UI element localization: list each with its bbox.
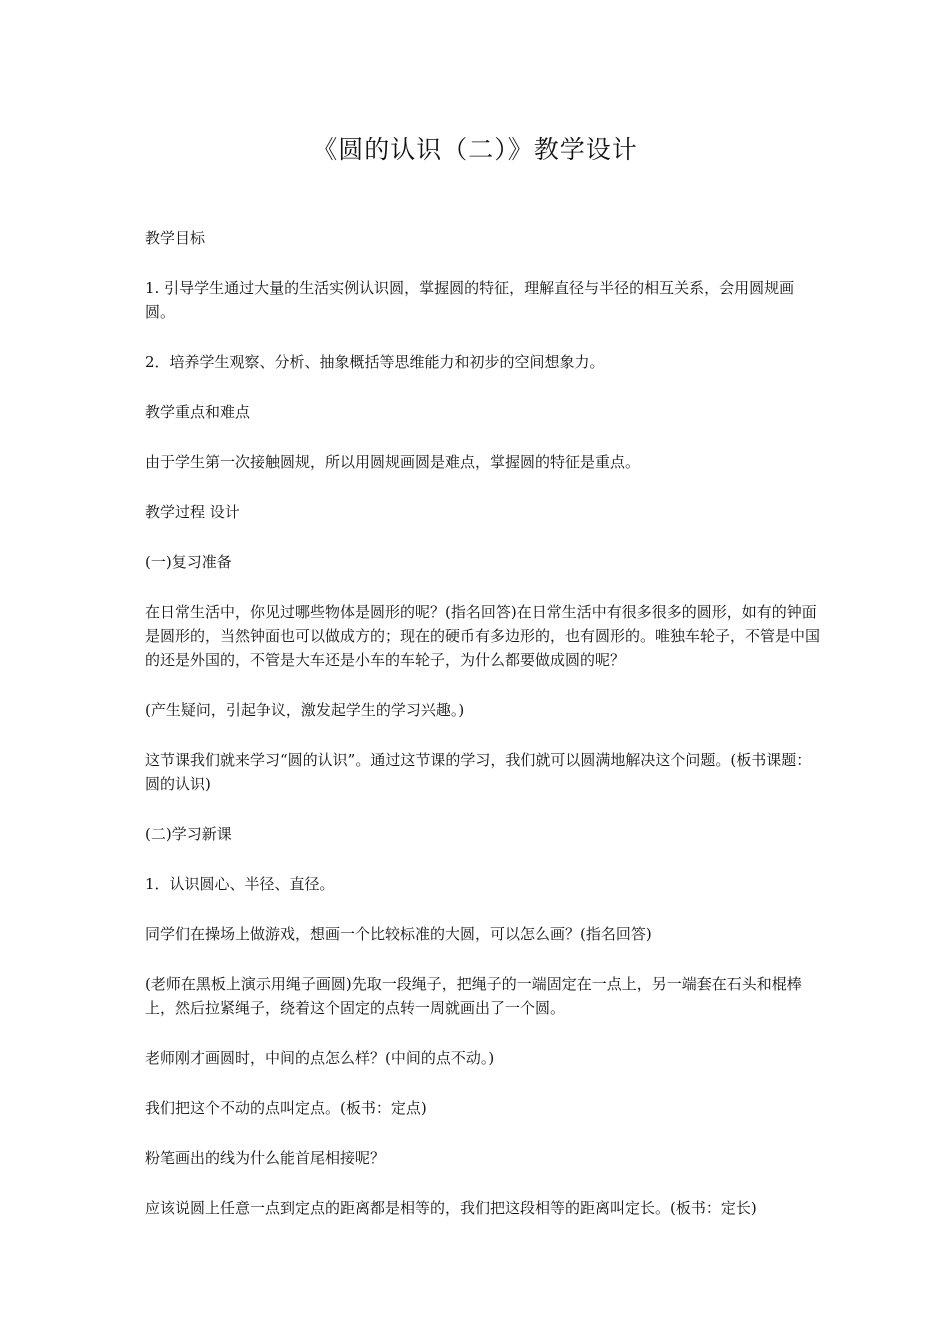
- review-paragraph: 在日常生活中，你见过哪些物体是圆形的呢？(指名回答)在日常生活中有很多很多的圆形，如有的钟面是圆形的，当然钟面也可以做成方的；现在的硬币有多边形的，也有圆形的。唯独车轮子，不管是中国的还是外国的，不管是大车还是小车的车轮子，为什么都要做成圆的呢？: [145, 603, 821, 669]
- intro-paragraph: 这节课我们就来学习“圆的认识”。通过这节课的学习，我们就可以圆满地解决这个问题。(板书课题：圆的认识): [145, 751, 812, 793]
- section-review-heading: (一)复习准备: [145, 553, 232, 571]
- document-body: [145, 226, 820, 1246]
- game-question-paragraph: 同学们在操场上做游戏，想画一个比较标准的大圆，可以怎么画？(指名回答): [145, 925, 652, 943]
- goal-2-paragraph: 2．培养学生观察、分析、抽象概括等思维能力和初步的空间想象力。: [145, 353, 605, 371]
- subsection-1-heading: 1．认识圆心、半径、直径。: [145, 875, 335, 893]
- key-points-paragraph: 由于学生第一次接触圆规，所以用圆规画圆是难点，掌握圆的特征是重点。: [145, 453, 641, 471]
- rope-demo-paragraph: (老师在黑板上演示用绳子画圆)先取一段绳子，把绳子的一端固定在一点上，另一端套在石头和棍棒上，然后拉紧绳子，绕着这个固定的点转一周就画出了一个圆。: [145, 975, 802, 1017]
- section-new-lesson-heading: (二)学习新课: [145, 825, 232, 843]
- fixed-point-paragraph: 我们把这个不动的点叫定点。(板书：定点): [145, 1099, 427, 1117]
- heading-teaching-process: 教学过程 设计: [145, 503, 240, 521]
- center-point-question-paragraph: 老师刚才画圆时，中间的点怎么样？(中间的点不动。): [145, 1049, 495, 1067]
- fixed-length-paragraph: 应该说圆上任意一点到定点的距离都是相等的，我们把这段相等的距离叫定长。(板书：定长): [145, 1199, 757, 1217]
- goal-1-paragraph: 1. 引导学生通过大量的生活实例认识圆，掌握圆的特征，理解直径与半径的相互关系，会用圆规画圆。: [145, 279, 795, 321]
- document-title: 《圆的认识（二）》教学设计: [312, 135, 638, 164]
- review-note-paragraph: (产生疑问，引起争议，激发起学生的学习兴趣。): [145, 701, 465, 719]
- heading-teaching-goals: 教学目标: [145, 229, 206, 247]
- chalk-question-paragraph: 粉笔画出的线为什么能首尾相接呢？: [145, 1149, 386, 1167]
- heading-key-points: 教学重点和难点: [145, 403, 251, 421]
